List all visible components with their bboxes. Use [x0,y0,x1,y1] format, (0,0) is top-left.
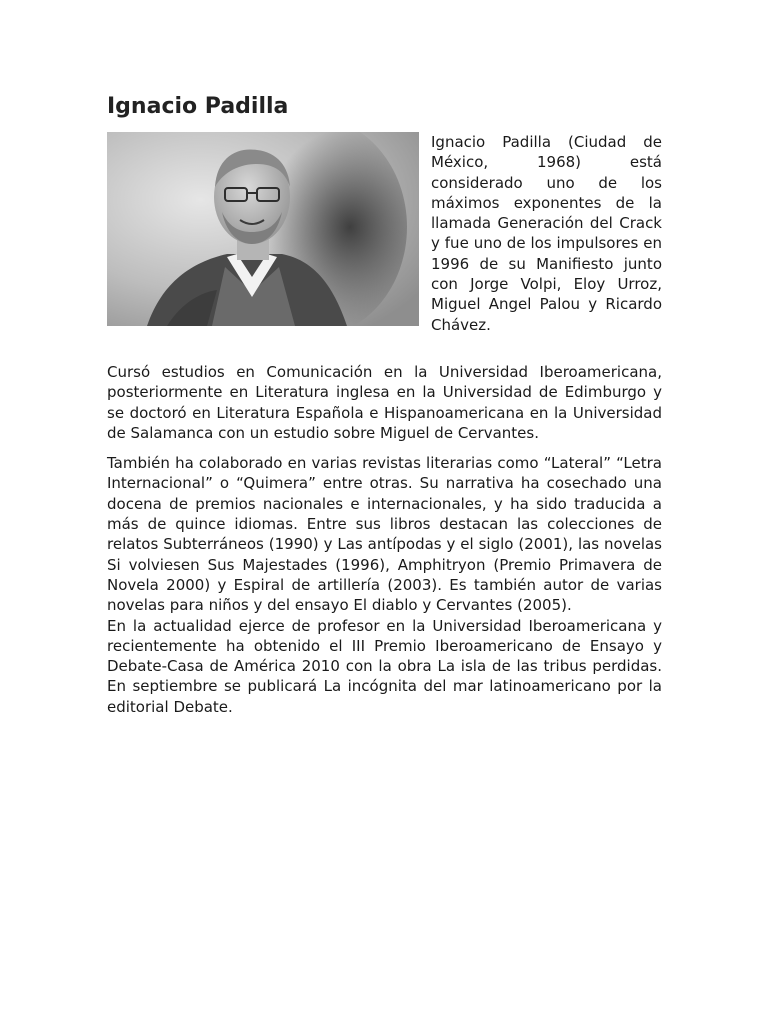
paragraph-works: También ha colaborado en varias revistas literarias como “Lateral” “Letra Internacional” o “Quimera” entre otras. Su narrativa ha cosechado una docena de premios nacionales e internacionales, y ha sido traducida a más de quince idiomas. Entre sus libros destacan las colecciones de relatos Subterráneos (1990) y Las antípodas y el siglo (2001), las novelas Si volviesen Sus Majestades (1996), Amphitryon (Premio Primavera de Novela 2000) y Espiral de artillería (2003). Es también autor de varias novelas para niños y del ensayo El diablo y Cervantes (2005). [107,454,662,615]
portrait-photo [107,132,419,326]
paragraph-studies: Cursó estudios en Comunicación en la Universidad Iberoamericana, posteriormente en Literatura inglesa en la Universidad de Edimburgo y se doctoró en Literatura Española e Hispanoamericana en la Universidad de Salamanca con un estudio sobre Miguel de Cervantes. [107,363,662,442]
author-portrait [107,132,419,326]
intro-paragraph: Ignacio Padilla (Ciudad de México, 1968) está considerado uno de los máximos exponentes de la llamada Generación del Crack y fue uno de los impulsores en 1996 de su Manifiesto junto con Jorge Volpi, Eloy Urroz, Miguel Angel Palou y Ricardo Chávez. [431,133,662,334]
paragraph-current: En la actualidad ejerce de profesor en la Universidad Iberoamericana y recientemente ha obtenido el III Premio Iberoamericano de Ensayo y Debate-Casa de América 2010 con la obra La isla de las tribus perdidas. En septiembre se publicará La incógnita del mar latinoamericano por la editorial Debate. [107,616,662,716]
intro-section [107,132,662,362]
document-page [107,92,662,717]
page-title: Ignacio Padilla [107,94,289,119]
